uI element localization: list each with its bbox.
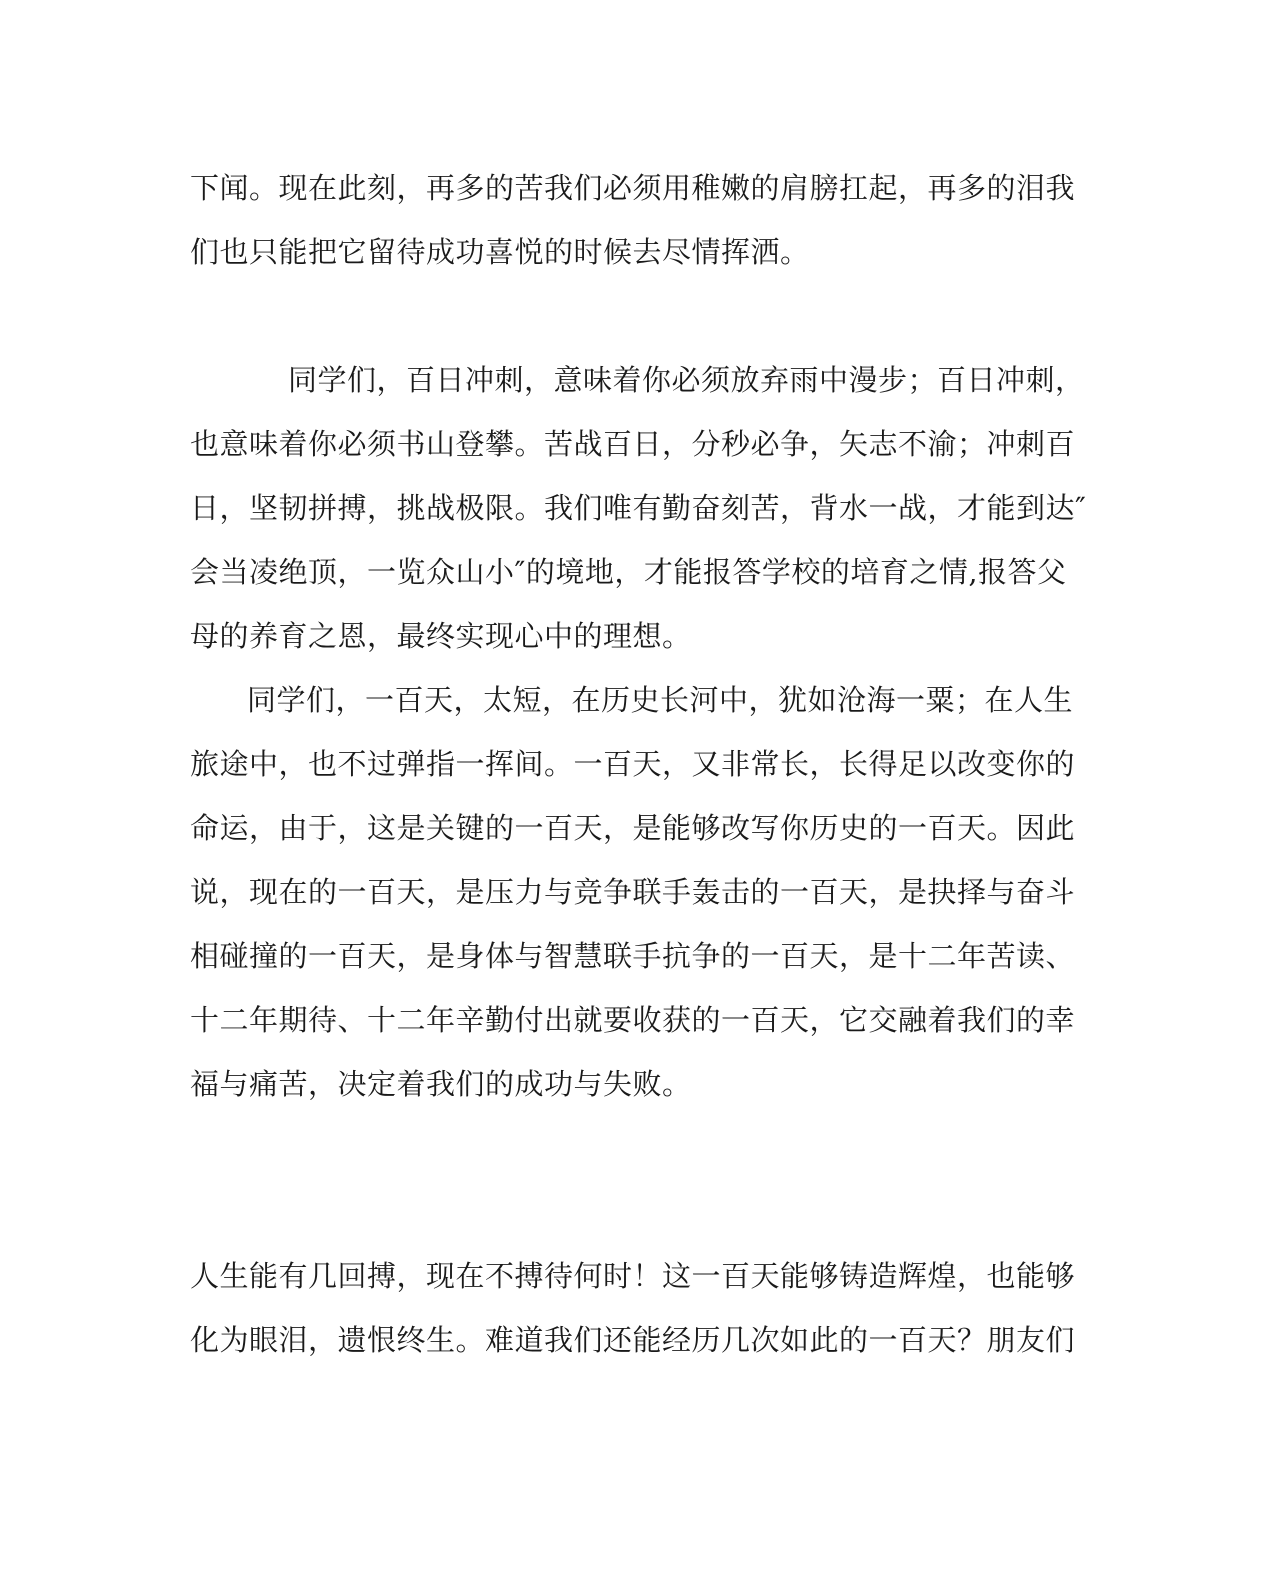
text-line: 说，现在的一百天，是压力与竞争联手轰击的一百天，是抉择与奋斗 bbox=[190, 875, 1076, 909]
text-line: 日，坚韧拼搏，挑战极限。我们唯有勤奋刻苦，背水一战，才能到达″ bbox=[190, 491, 1087, 525]
text-line: 们也只能把它留待成功喜悦的时候去尽情挥洒。 bbox=[190, 235, 810, 269]
text-line: 母的养育之恩，最终实现心中的理想。 bbox=[190, 619, 692, 653]
text-line: 福与痛苦，决定着我们的成功与失败。 bbox=[190, 1067, 692, 1101]
text-line: 会当凌绝顶，一览众山小″的境地，才能报答学校的培育之情,报答父 bbox=[190, 555, 1067, 589]
text-line: 也意味着你必须书山登攀。苦战百日，分秒必争，矢志不渝；冲刺百 bbox=[190, 427, 1076, 461]
text-line: 化为眼泪，遗恨终生。难道我们还能经历几次如此的一百天？朋友们 bbox=[190, 1323, 1076, 1357]
text-line: 人生能有几回搏，现在不搏待何时！这一百天能够铸造辉煌，也能够 bbox=[190, 1259, 1076, 1293]
text-line: 同学们，一百天，太短，在历史长河中，犹如沧海一粟；在人生 bbox=[247, 683, 1074, 717]
text-line: 旅途中，也不过弹指一挥间。一百天，又非常长，长得足以改变你的 bbox=[190, 747, 1076, 781]
text-line: 命运，由于，这是关键的一百天，是能够改写你历史的一百天。因此 bbox=[190, 811, 1076, 845]
text-line: 同学们，百日冲刺，意味着你必须放弃雨中漫步；百日冲刺， bbox=[288, 363, 1085, 397]
text-line: 十二年期待、十二年辛勤付出就要收获的一百天，它交融着我们的幸 bbox=[190, 1003, 1076, 1037]
text-line: 相碰撞的一百天，是身体与智慧联手抗争的一百天，是十二年苦读、 bbox=[190, 939, 1076, 973]
text-line: 下闻。现在此刻，再多的苦我们必须用稚嫩的肩膀扛起，再多的泪我 bbox=[190, 171, 1076, 205]
